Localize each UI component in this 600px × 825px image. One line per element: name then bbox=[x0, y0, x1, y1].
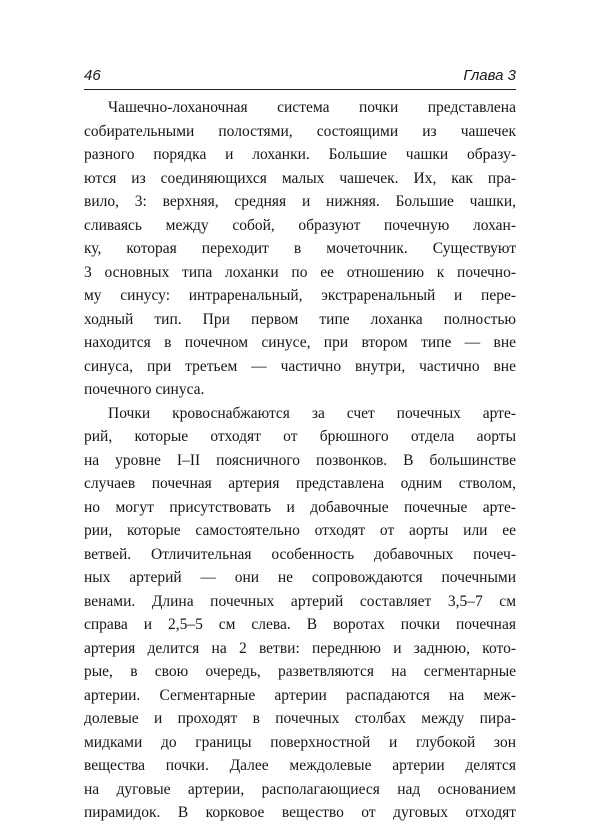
text-line: вило, 3: верхняя, средняя и нижняя. Большие чашки, bbox=[84, 193, 516, 210]
text-line: ку, которая переходит в мочеточник. Существуют bbox=[84, 240, 516, 257]
text-line: на уровне I–II поясничного позвонков. В большинстве bbox=[84, 451, 516, 469]
text-line: венами. Длина почечных артерий составляет 3,5–7 см bbox=[84, 592, 516, 610]
text-line: рые, в свою очередь, разветвляются на сегментарные bbox=[84, 663, 516, 680]
text-line: артерия делится на 2 ветви: переднюю и заднюю, кото- bbox=[84, 639, 516, 657]
text-line: находится в почечном синусе, при втором типе — вне bbox=[84, 334, 516, 351]
text-line: сливаясь между собой, образуют почечную лохан- bbox=[84, 216, 516, 234]
text-line: случаев почечная артерия представлена одним стволом, bbox=[84, 475, 516, 492]
text-line: му синусу: интраренальный, экстраренальный и пере- bbox=[84, 287, 516, 304]
text-line: ются из соединяющихся малых чашечек. Их, как пра- bbox=[84, 169, 516, 187]
text-line: пирамидок. В корковое вещество от дуговых отходят bbox=[84, 804, 516, 821]
running-header bbox=[84, 66, 516, 88]
chapter-title: Глава 3 bbox=[463, 67, 516, 84]
text-line: но могут присутствовать и добавочные почечные арте- bbox=[84, 498, 516, 516]
body-text bbox=[84, 96, 516, 825]
text-line: ветвей. Отличительная особенность добавочных почеч- bbox=[84, 545, 516, 563]
text-line: вещества почки. Далее междолевые артерии делятся bbox=[84, 757, 516, 774]
text-line: мидками до границы поверхностной и глубокой зон bbox=[84, 733, 516, 751]
text-line: на дуговые артерии, располагающиеся над основанием bbox=[84, 780, 516, 798]
paragraph bbox=[84, 402, 516, 825]
text-line: рии, которые самостоятельно отходят от аорты или ее bbox=[84, 522, 516, 539]
text-line: рий, которые отходят от брюшного отдела аорты bbox=[84, 428, 516, 445]
text-line: справа и 2,5–5 см слева. В воротах почки почечная bbox=[84, 616, 516, 633]
text-line: почечного синуса. bbox=[84, 381, 205, 398]
text-line: долевые и проходят в почечных столбах между пира- bbox=[84, 710, 516, 727]
page-number: 46 bbox=[84, 67, 101, 84]
paragraph bbox=[84, 96, 516, 402]
text-line: Почки кровоснабжаются за счет почечных арте- bbox=[108, 404, 516, 422]
text-line: 3 основных типа лоханки по ее отношению к почечно- bbox=[84, 263, 516, 281]
text-line: собирательными полостями, состоящими из чашечек bbox=[84, 122, 516, 140]
header-rule bbox=[84, 89, 516, 90]
text-line: Чашечно-лоханочная система почки представлена bbox=[108, 99, 516, 116]
text-line: ных артерий — они не сопровождаются почечными bbox=[84, 569, 516, 586]
text-line: разного порядка и лоханки. Большие чашки образу- bbox=[84, 146, 516, 163]
text-line: синуса, при третьем — частично внутри, частично вне bbox=[84, 357, 516, 375]
text-line: ходный тип. При первом типе лоханка полностью bbox=[84, 310, 516, 328]
text-line: артерии. Сегментарные артерии распадаются на меж- bbox=[84, 686, 516, 704]
